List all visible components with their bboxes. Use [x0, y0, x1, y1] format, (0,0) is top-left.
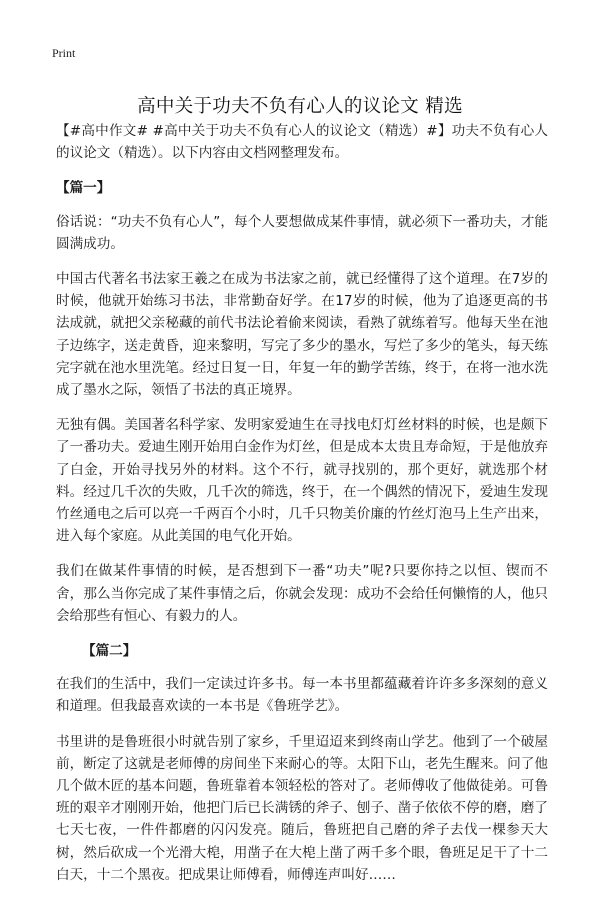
intro-paragraph: 【#高中作文# #高中关于功夫不负有心人的议论文（精选）#】功夫不负有心人的议论文（精选）。以下内容由文档网整理发布。	[56, 123, 548, 162]
article-body	[56, 120, 548, 899]
paragraph: 无独有偶。美国著名科学家、发明家爱迪生在寻找电灯灯丝材料的时候，也是颇下了一番功夫。爱迪生刚开始用白金作为灯丝，但是成本太贵且寿命短，于是他放弃了白金，开始寻找另外的材料。这个不行，就寻找别的，那个更好，就选那个材料。经过几千次的失败，几千次的筛选，终于，在一个偶然的情况下，爱迪生发现竹丝通电之后可以亮一千两百个小时，几千只物美价廉的竹丝灯泡马上生产出来，进入每个家庭。从此美国的电气化开始。	[56, 417, 548, 545]
paragraph: 中国古代著名书法家王羲之在成为书法家之前，就已经懂得了这个道理。在7岁的时候，他就开始练习书法，非常勤奋好学。在17岁的时候，他为了追逐更高的书法成就，就把父亲秘藏的前代书法论着偷来阅读，看熟了就练着写。他每天坐在池子边练字，送走黄昏，迎来黎明，写完了多少的墨水，写烂了多少的笔头，每天练完字就在池水里洗笔。经过日复一日，年复一年的勤学苦练，终于，在将一池水洗成了墨水之际，领悟了书法的真正境界。	[56, 271, 548, 399]
paragraph: 我们在做某件事情的时候，是否想到下一番“功夫”呢?只要你持之以恒、锲而不舍，那么当你完成了某件事情之后，你就会发现：成功不会给任何懒惰的人，他只会给那些有恒心、有毅力的人。	[56, 563, 548, 624]
page-title: 高中关于功夫不负有心人的议论文 精选	[137, 96, 463, 118]
section-heading-2: 【篇二】	[82, 643, 137, 660]
section-heading-1: 【篇一】	[56, 180, 111, 197]
paragraph: 俗话说：“功夫不负有心人”，每个人要想做成某件事情，就必须下一番功夫，才能圆满成功。	[56, 213, 548, 252]
paragraph: 书里讲的是鲁班很小时就告别了家乡，千里迢迢来到终南山学艺。他到了一个破屋前，断定了这就是老师傅的房间坐下来耐心的等。太阳下山，老先生醒来。问了他几个做木匠的基本问题，鲁班靠着本领轻松的答对了。老师傅收了他做徒弟。可鲁班的艰辛才刚刚开始，他把门后已长满锈的斧子、刨子、凿子依依不停的磨，磨了七天七夜，一件件都磨的闪闪发亮。随后，鲁班把自己磨的斧子去伐一棵参天大树，然后砍成一个光滑大梍，用凿子在大梍上凿了两千多个眼，鲁班足足干了十二白天，十二个黑夜。把成果让师傅看，师傅连声叫好……	[56, 733, 548, 883]
paragraph: 在我们的生活中，我们一定读过许多书。每一本书里都蕴藏着许许多多深刻的意义和道理。但我最喜欢读的一本书是《鲁班学艺》。	[56, 676, 548, 715]
print-link[interactable]: Print	[52, 46, 76, 60]
